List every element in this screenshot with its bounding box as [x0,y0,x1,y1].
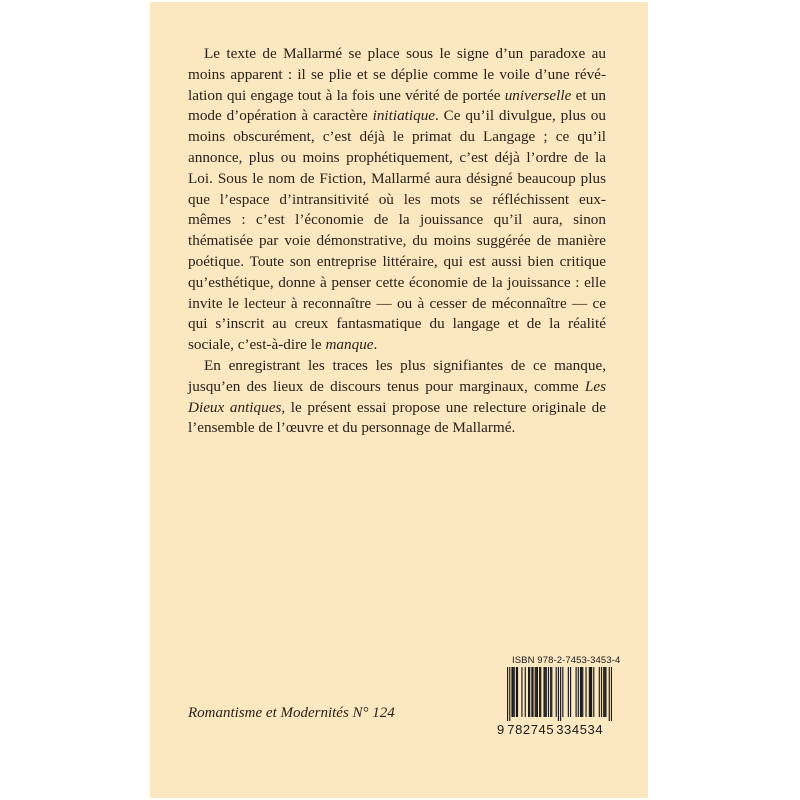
text-run: . [373,336,378,354]
barcode-bar [546,667,547,717]
barcode-bar [545,667,546,717]
isbn-digit-first: 9 [497,722,505,737]
barcode-bar [536,667,537,717]
barcode-bar [562,667,563,717]
barcode-bar [540,667,541,717]
barcode-bar [543,667,544,717]
barcode-bar [514,667,515,717]
barcode-bar [511,667,512,717]
text-run: Le texte de Mallarmé se place sous le signe d’un paradoxe au moins apparent : il se plie et se déplie comme le voile d’une révélation qui engage tout à la fois une vérité de portée [188,45,606,104]
barcode-bar [539,667,540,717]
barcode [507,667,612,721]
barcode-bar [560,667,561,721]
barcode-bar [593,667,594,717]
italic-run: universelle [504,86,572,104]
barcode-bar [548,667,549,717]
barcode-bar [591,667,592,717]
series-title: Romantisme et Modernités N° 124 [188,705,395,721]
barcode-bar [531,667,532,717]
barcode-bar [603,667,604,717]
barcode-bar [507,667,508,721]
italic-run: initiatique [372,107,436,125]
italic-run: manque [325,336,374,354]
barcode-bar [509,667,510,721]
barcode-bar [585,667,586,717]
barcode-bar [568,667,569,717]
barcode-bar [556,667,557,717]
barcode-bar [590,667,591,717]
barcode-bar [513,667,514,717]
barcode-bar [611,667,612,721]
isbn-digits [497,722,603,737]
italic-run: Les Dieux antiques [188,377,606,416]
barcode-bar [599,667,600,717]
barcode-bar [609,667,610,721]
barcode-bar [576,667,577,717]
isbn-digits-group-1: 782745 [507,722,555,737]
barcode-bar [604,667,605,717]
blurb-paragraph-1 [188,44,606,356]
barcode-bar [532,667,533,717]
barcode-bar [525,667,526,717]
barcode-bar [516,667,517,717]
barcode-bar [605,667,606,717]
barcode-bar [537,667,538,717]
barcode-bar [528,667,529,717]
isbn-digits-group-2: 334534 [556,722,604,737]
blurb-text [188,44,606,439]
text-run: . Ce qu’il divulgue, plus ou moins obscurément, c’est déjà le primat du Langage ; ce qu’il annonce, plus ou moins prophétiquement, c’est déjà l’ordre de la Loi. Sous le nom de Fiction, Mallarmé aura désigné beaucoup plus que l’espace d’intransitivité où les mots se réfléchissent eux-mêmes : c’est l’économie de la jouissance qu’il aura, sinon thématisée par voie démonstrative, du moins suggérée de manière poétique. Toute son entreprise littéraire, qui est aussi bien critique qu’esthétique, donne à penser cette économie de la jouissance : elle invite le lecteur à reconnaître — ou à cesser de méconnaître — ce qui s’inscrit au creux fantasmatique du langage et de la réalité sociale, c’est-à-dire le [188,107,606,354]
barcode-bar [551,667,552,717]
blurb-paragraph-2 [188,356,606,439]
barcode-bar [550,667,551,717]
barcode-bar [589,667,590,717]
barcode-bar [521,667,522,717]
isbn-label: ISBN 978-2-7453-3453-4 [512,655,621,666]
barcode-bar [558,667,559,721]
text-run: et un mode d’opération à caractère [188,86,607,125]
barcode-bar [529,667,530,717]
text-run: , le présent essai propose une relecture originale de l’ensemble de l’œuvre et du personnage de Mallarmé. [188,398,607,437]
barcode-bar [582,667,583,717]
text-run: En enregistrant les traces les plus signifiantes de ce manque, jusqu’en des lieux de discours tenus pour marginaux, comme [188,356,606,395]
barcode-bar [535,667,536,717]
barcode-bar [601,667,602,717]
barcode-bar [517,667,518,717]
barcode-bar [570,667,571,717]
barcode-bar [578,667,579,717]
barcode-bar [580,667,581,717]
barcode-bar [581,667,582,717]
